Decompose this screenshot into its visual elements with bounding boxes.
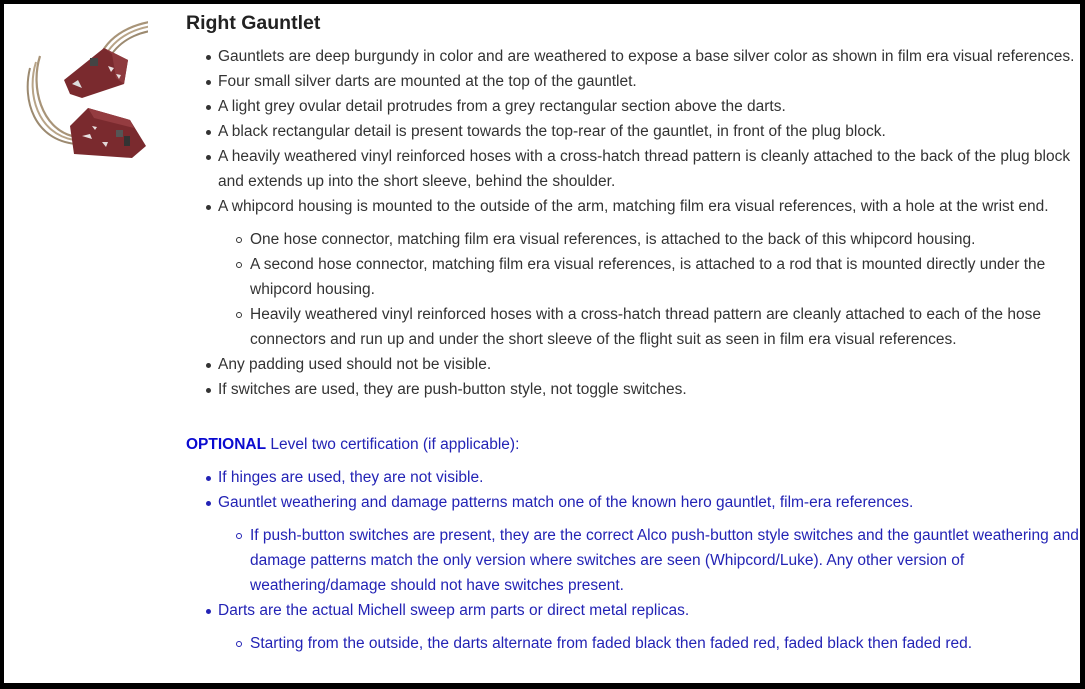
gauntlet-image (12, 8, 148, 168)
list-item: A black rectangular detail is present towards the top-rear of the gauntlet, in front of the plug block. (186, 119, 1080, 144)
sub-list (218, 631, 1080, 656)
sub-list (218, 227, 1080, 352)
optional-list (186, 465, 1080, 656)
optional-heading-text: Level two certification (if applicable): (266, 436, 520, 453)
optional-section (186, 432, 1080, 656)
list-item: A heavily weathered vinyl reinforced hoses with a cross-hatch thread pattern is cleanly attached to the back of the plug block and extends up into the short sleeve, behind the shoulder. (186, 144, 1080, 194)
optional-label: OPTIONAL (186, 436, 267, 453)
list-item: If hinges are used, they are not visible. (186, 465, 1080, 490)
list-item: Four small silver darts are mounted at the top of the gauntlet. (186, 69, 1080, 94)
requirements-content (186, 10, 1080, 656)
sub-list (218, 523, 1080, 598)
list-item: Gauntlet weathering and damage patterns match one of the known hero gauntlet, film-era references. If push-button switches are present, they are the correct Alco push-button style switches and the gauntlet weathering and damage patterns match the only version where switches are seen (Whipcord/Luke). Any other version of weathering/damage should not have switches present. (186, 490, 1080, 598)
page-frame (4, 4, 1080, 683)
requirements-list (186, 44, 1080, 402)
sub-list-item: One hose connector, matching film era visual references, is attached to the back of this whipcord housing. (218, 227, 1080, 252)
optional-heading (186, 432, 1080, 457)
list-item: Gauntlets are deep burgundy in color and are weathered to expose a base silver color as shown in film era visual references. (186, 44, 1080, 69)
sub-list-item: If push-button switches are present, they are the correct Alco push-button style switches and the gauntlet weathering and damage patterns match the only version where switches are seen (Whipcord/Luke). Any other version of weathering/damage should not have switches present. (218, 523, 1080, 598)
list-item: A light grey ovular detail protrudes from a grey rectangular section above the darts. (186, 94, 1080, 119)
section-title: Right Gauntlet (186, 12, 321, 34)
list-item: Any padding used should not be visible. (186, 352, 1080, 377)
sub-list-item: Heavily weathered vinyl reinforced hoses with a cross-hatch thread pattern are cleanly attached to each of the hose connectors and run up and under the short sleeve of the flight suit as seen in film era visual references. (218, 302, 1080, 352)
list-item: If switches are used, they are push-button style, not toggle switches. (186, 377, 1080, 402)
sub-list-item: A second hose connector, matching film era visual references, is attached to a rod that is mounted directly under the whipcord housing. (218, 252, 1080, 302)
sub-list-item: Starting from the outside, the darts alternate from faded black then faded red, faded black then faded red. (218, 631, 1080, 656)
list-item: A whipcord housing is mounted to the outside of the arm, matching film era visual references, with a hole at the wrist end. One hose connector, matching film era visual references, is attached to the back of this whipcord housing. A second hose connector, matching film era visual references, is attached to a rod that is mounted directly under the whipcord housing. Heavily weathered vinyl reinforced hoses with a cross-hatch thread pattern are cleanly attached to each of the hose connectors and run up and under the short sleeve of the flight suit as seen in film era visual references. (186, 194, 1080, 352)
list-item: Darts are the actual Michell sweep arm parts or direct metal replicas. Starting from the outside, the darts alternate from faded black then faded red, faded black then faded red. (186, 598, 1080, 656)
